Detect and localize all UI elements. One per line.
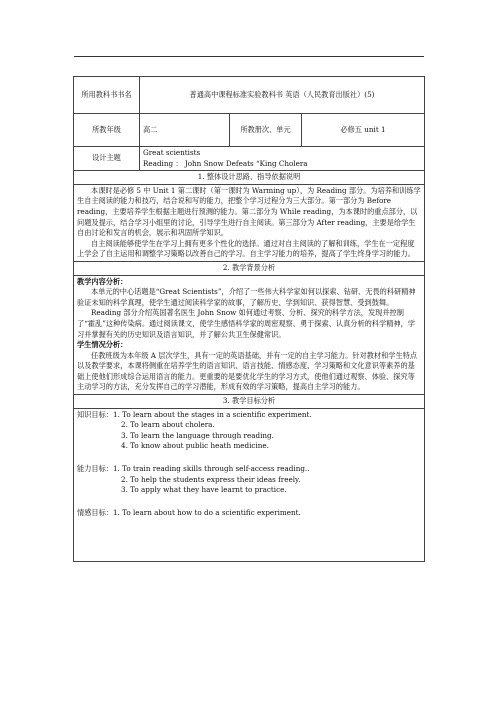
content-analysis-para-2: Reading 部分介绍英国著名医生 John Snow 如何通过考察、分析、探究的科学方法，发现并控制了“霍乱”这种传染病。通过阅读课文，使学生感悟科学家的周密观察、勇于探索、认真分析的科学精神，学习并掌握有关的历史知识及语言知识，并了解公共卫生保健常识。 [77,308,415,339]
header-rule [74,56,424,57]
theme-line-2: Reading ： John Snow Defeats “King Cholera [143,158,308,168]
section2-header-row [74,261,425,275]
section1-header-row [74,171,425,185]
ability-objective-2: 2. To help the students express their ideas freely. [121,474,301,484]
section1-para-1: 本课时是必修 5 中 Unit 1 第二课时（第一课时为 Warming up），为 Reading 部分。为培养和训练学生自主阅读的能力和技巧，结合说和写的能力，把整个学习过程分为三大部分。第一部分为 Before reading，主要培养学生根据主题进行预测的能力。第二部分为 While reading，为本课时的重点部分，以问题及提示，结合学习小组里的讨论，引导学生进行自主阅读。第三部分为 After reading，主要是给学生自由讨论和发言的机会，展示和巩固所学知识。 [77,185,421,238]
section2-title: 2. 教学背景分析 [74,261,425,275]
knowledge-objective-3: 3. To learn the language through reading. [121,430,274,440]
knowledge-objective-1: 知识目标：1. To learn about the stages in a scientific experiment. [77,409,312,419]
textbook-label: 所用教科书书名 [74,77,140,114]
theme-line-1: Great scientists [143,148,201,157]
content-analysis-para-1: 本单元的中心话题是“Great Scientists”，介绍了一些伟大科学家如何以探索、钻研、无畏的科研精神验证未知的科学真理，使学生通过阅读科学家的故事，了解历史、学到知识、获得智慧、受到鼓舞。 [77,287,416,307]
section2-body [74,275,425,395]
section3-header-row [74,395,425,409]
section1-body-row [74,184,425,261]
knowledge-objective-4: 4. To know about public heath medicine. [121,441,269,451]
volume-label: 所教册次、单元 [230,114,302,147]
section3-body-row [74,408,425,561]
emotion-label: 情感目标： [77,507,113,517]
student-analysis-para: 任教班级为本年级 A 层次学生，具有一定的英语基础，并有一定的自主学习能力。针对教材和学生特点以及教学要求，本课将侧重在培养学生的语言知识、语言技能、情感态度、学习策略和文化意识等素养的基础上使他们形成综合运用语言的能力。更重要的是要优化学生的学习方式，使他们通过观察、体验、探究等主动学习的方法，充分发挥自己的学习潜能，形成有效的学习策略，提高自主学习的能力。 [77,350,418,392]
grade-label: 所教年级 [74,114,140,147]
spacer [77,496,421,508]
ability-objective-3: 3. To apply what they have learnt to practice. [121,485,287,495]
section3-title: 3. 教学目标分析 [74,395,425,409]
grade-row [74,114,425,147]
section2-body-row [74,275,425,395]
student-analysis-label: 学生情况分析： [77,340,128,350]
section1-body [74,184,425,261]
spacer [77,452,421,464]
content-analysis-label: 教学内容分析： [77,276,128,286]
volume-value: 必修五 unit 1 [302,114,425,147]
theme-label: 设计主题 [74,147,140,171]
grade-value: 高二 [140,114,230,147]
ability-label: 能力目标： [77,464,113,474]
knowledge-label: 知识目标： [77,409,113,419]
theme-row [74,147,425,171]
section1-title: 1. 整体设计思路、指导依据说明 [74,171,425,185]
textbook-row [74,77,425,114]
section1-para-2: 自主阅读能够使学生在学习上拥有更多个性化的选择。通过对自主阅读的了解和训练，学生在一定程度上学会了自主运用和调整学习策略以改善自己的学习。自主学习能力的培养，提高了学生终身学习的能力。 [77,238,415,259]
knowledge-objective-2: 2. To learn about cholera. [121,420,215,430]
section3-body [74,408,425,561]
ability-objective-1: 能力目标：1. To train reading skills through self-access reading.. [77,464,310,474]
theme-value [140,147,425,171]
emotion-objective-1: 情感目标：1. To learn about how to do a scientific experiment. [77,507,301,517]
lesson-plan-table [73,76,425,562]
textbook-value: 普通高中课程标准实验教科书 英语（人民教育出版社）(5) [140,77,425,114]
